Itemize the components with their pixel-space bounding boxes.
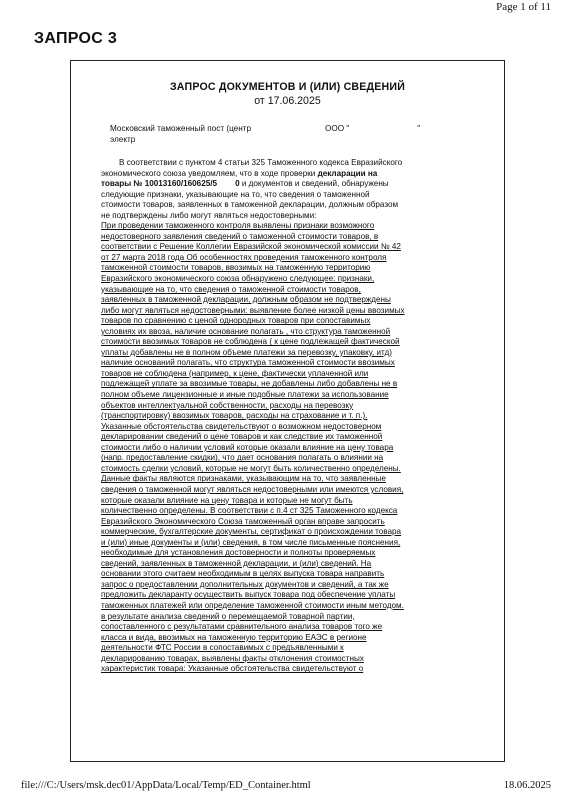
document-line <box>101 200 485 211</box>
document-line-text: Данные факты являются признаками, указывающим на то, что заявленные <box>101 474 386 484</box>
document-line-text: В соответствии с пунктом 4 статьи 325 Таможенного кодекса Евразийского <box>101 158 403 167</box>
document-line <box>101 443 485 454</box>
document-line-text: условиях их ввоза, наличие основание полагать , что структура таможенной <box>101 326 391 336</box>
document-line-text: стоимости ввозимых товаров не соблюдена ( к цене подлежащей фактической <box>101 337 400 347</box>
document-line <box>101 601 485 612</box>
document-line-text: товаров не соблюдена (например, к цене, фактически уплаченной или <box>101 368 369 378</box>
document-line-text: заявленных в таможенной декларации, должным образом не подтверждены <box>101 295 391 305</box>
document-line <box>101 633 485 644</box>
document-line-text: Евразийского Экономического Союза таможенный орган вправе запросить <box>101 516 385 526</box>
document-line <box>101 274 485 285</box>
document-line <box>101 506 485 517</box>
document-line-text: уплаты добавлены не в полном объеме платежи за перевозку, упаковку, итд) <box>101 347 392 357</box>
document-line <box>101 464 485 475</box>
document-line <box>101 559 485 570</box>
document-line <box>101 485 485 496</box>
document-line <box>101 654 485 665</box>
document-line <box>101 612 485 623</box>
document-line-text: в результате анализа сведений о перемещаемой товарной партии, <box>101 611 355 621</box>
document-line-text: соответствии с Решение Коллегии Евразийской экономической комиссии № 42 <box>101 242 401 252</box>
document-line <box>101 327 485 338</box>
document-line <box>101 348 485 359</box>
document-line <box>101 316 485 327</box>
document-line <box>101 548 485 559</box>
document-line-text: При проведении таможенного контроля выявлены признаки возможного <box>101 221 375 231</box>
document-line <box>101 527 485 538</box>
scanned-document <box>70 60 505 762</box>
document-line <box>101 622 485 633</box>
company-name-close: " <box>417 124 421 133</box>
document-line <box>101 453 485 464</box>
document-line-text: коммерческие, бухгалтерские документы, сертификат о происхождении товара <box>101 527 402 537</box>
document-line <box>101 580 485 591</box>
document-line-text: товаров по сравнению с ценой однородных товаров при сопоставимых <box>101 316 371 326</box>
document-line <box>101 190 485 201</box>
document-line <box>101 379 485 390</box>
document-line-text: сведений, заявленных в таможенной декларации, и (или) сведений. На <box>101 558 372 568</box>
document-line-text: наличие оснований полагать, что структура таможенной стоимости ввозимых <box>101 358 395 368</box>
document-line-text: стоимости товаров, заявленных в таможенной декларации, должным образом <box>101 200 399 210</box>
document-line-text: не подтверждены либо могут являться недостоверными: <box>101 210 317 220</box>
document-line <box>101 221 485 232</box>
document-line-text: сведения о таможенной могут являться недостоверными или имеются условия, <box>101 484 404 494</box>
declaration-number-bold: декларации на <box>317 168 378 178</box>
document-body <box>101 158 485 675</box>
document-line-text: деятельности ФТС России в сопоставимых с предъявленными к <box>101 643 344 653</box>
document-line-text: таможенных платежей или определение таможенной стоимости иным методом. <box>101 600 404 610</box>
document-line <box>101 569 485 580</box>
document-line-text: характеристик товара: Указанные обстоятельства свидетельствуют о <box>101 664 364 674</box>
document-line <box>101 358 485 369</box>
document-line-text: подлежащей уплате за ввозимые товары, не добавлены либо добавлены не в <box>101 379 398 389</box>
document-line <box>101 432 485 443</box>
document-line <box>101 232 485 243</box>
document-line <box>101 295 485 306</box>
document-line <box>101 422 485 433</box>
document-line <box>101 169 485 180</box>
document-line-text: декларированию товарах, выявлены факты отклонения стоимостных <box>101 653 364 663</box>
customs-post-name: Московский таможенный пост (центр <box>110 124 252 133</box>
document-date: от 17.06.2025 <box>254 95 321 107</box>
document-line-text: указывающие на то, что сведения о таможенной стоимости товаров, <box>101 284 361 294</box>
document-line-text: основании этого считаем необходимым в целях выпуска товара направить <box>101 569 385 579</box>
document-line <box>101 337 485 348</box>
document-line <box>101 474 485 485</box>
document-line <box>101 211 485 222</box>
declaration-number-bold: товары № 10013160/160625/5 0 <box>101 179 240 189</box>
document-line <box>101 538 485 549</box>
document-line-text: объектов интеллектуальной собственности, расходы на перевозку <box>101 400 354 410</box>
company-name: ООО " <box>325 124 350 133</box>
sender-block <box>110 123 420 145</box>
print-date: 18.06.2025 <box>503 780 551 791</box>
document-line <box>101 664 485 675</box>
document-line <box>101 369 485 380</box>
document-line <box>101 390 485 401</box>
document-line-text: стоимость сделки условий, которые не могут быть количественно определены. <box>101 463 401 473</box>
document-line-text: от 27 марта 2018 года Об особенностях проведения таможенного контроля <box>101 252 387 262</box>
document-line-text: количественно определены. В соответствии с п.4 ст 325 Таможенного кодекса <box>101 506 398 516</box>
document-line-text: (напр. предоставление скидки), что дает основания полагать о влиянии на <box>101 453 384 463</box>
document-line <box>101 242 485 253</box>
document-line <box>101 496 485 507</box>
document-line <box>101 158 485 169</box>
document-line-text: (транспортировку) ввозимых товаров, расходы на страхование и т. п.). <box>101 411 368 421</box>
document-line <box>101 590 485 601</box>
file-path: file:///C:/Users/msk.dec01/AppData/Local/Temp/ED_Container.html <box>21 780 311 791</box>
document-line-text: которые оказали влияние на цену товара и которые не могут быть <box>101 495 353 505</box>
document-line <box>101 306 485 317</box>
document-line-text: Указанные обстоятельства свидетельствуют о возможном недостоверном <box>101 421 382 431</box>
document-line-text: Евразийского экономического союза обнаружено следующее: признаки, <box>101 274 375 284</box>
document-line <box>101 253 485 264</box>
document-line <box>101 411 485 422</box>
document-line-text: и (или) иные документы и (или) сведения, в том числе письменные пояснения, <box>101 537 401 547</box>
document-line <box>101 285 485 296</box>
document-line <box>101 401 485 412</box>
document-line-text: недостоверного заявления сведений о таможенной стоимости товаров, в <box>101 231 379 241</box>
document-line-text: декларировании сведений о цене товаров и как следствие их таможенной <box>101 432 383 442</box>
customs-post-name-cont: электр <box>110 135 136 144</box>
document-line-text: стоимости либо о наличии условий которые оказали влияние на цену товара <box>101 442 394 452</box>
document-title: ЗАПРОС ДОКУМЕНТОВ И (ИЛИ) СВЕДЕНИЙ <box>169 81 406 93</box>
document-line-text: полном объеме лицензионные и иные подобные платежи за использование <box>101 390 389 400</box>
document-line <box>101 643 485 654</box>
page-heading: ЗАПРОС 3 <box>34 30 118 47</box>
document-line-text: либо могут являться недостоверными: выявление более низкой цены ввозимых <box>101 305 405 315</box>
document-line-text: сопоставленного с результатами сравнительного анализа товаров того же <box>101 622 383 632</box>
document-line-text: следующие признаки, указывающие на то, что сведения о таможенной <box>101 189 370 199</box>
document-line-text: таможенной стоимости товаров, ввозимых на таможенную территорию <box>101 263 371 273</box>
document-line-tail: и документов и сведений, обнаружены <box>239 179 389 189</box>
document-line-text: запрос о предоставлении дополнительных документов и сведений, а так же <box>101 579 389 589</box>
document-line-text: экономического союза уведомляем, что в ходе проверки <box>101 168 318 178</box>
document-line-text: класса и вида, ввозимых на таможенную территорию ЕАЭС в регионе <box>101 632 367 642</box>
document-line-text: предложить декларанту осуществить выпуск товара под обеспечение уплаты <box>101 590 396 600</box>
document-line-text: необходимые для установления достоверности и полноты проверяемых <box>101 548 376 558</box>
page-indicator: Page 1 of 11 <box>496 1 551 13</box>
document-line <box>101 517 485 528</box>
document-line <box>101 263 485 274</box>
document-line <box>101 179 485 190</box>
